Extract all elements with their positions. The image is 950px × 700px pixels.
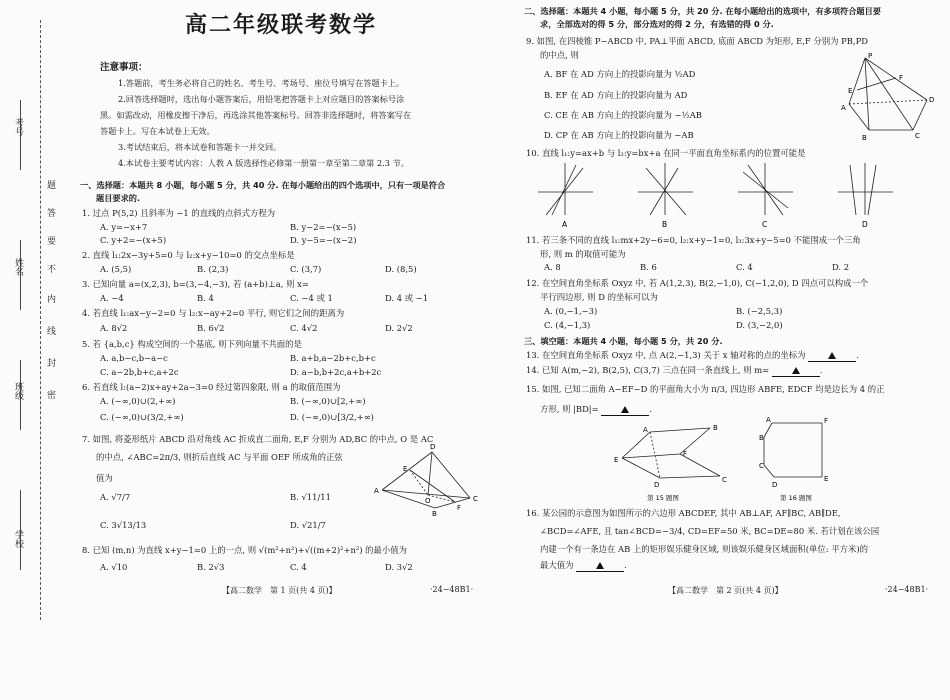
- triangle-icon: [596, 562, 604, 569]
- q7-option-a: A. √7/7: [100, 492, 131, 502]
- q7-option-d: D. √21/7: [290, 520, 326, 530]
- q9-figure: [835, 50, 935, 142]
- q9-label-a: A: [841, 104, 846, 112]
- q3-option-d: D. 4 或 −1: [385, 293, 429, 303]
- q16-stem-line3: 内建一个有一条边在 AB 上的矩形娱乐健身区域, 则该娱乐健身区域面积(单位: 平方米)的: [540, 544, 868, 554]
- q14-answer-blank: [772, 365, 820, 377]
- q6-option-d: D. (−∞,0)∪[3/2,+∞): [290, 412, 374, 422]
- q15-stem-text: 方形, 则 |BD|=: [540, 404, 599, 414]
- q4-option-d: D. 2√2: [385, 323, 413, 333]
- seal-char: 封: [45, 358, 55, 367]
- q11-option-b: B. 6: [640, 262, 657, 272]
- page-title: 高二年级联考数学: [185, 13, 378, 38]
- q7-label-f: F: [457, 504, 462, 512]
- q10-graphs: [538, 160, 928, 230]
- q3-option-b: B. 4: [197, 293, 214, 303]
- q7-stem-line3: 值为: [96, 473, 113, 483]
- q9-label-c: C: [915, 132, 920, 140]
- right-page: [490, 0, 950, 700]
- q8-option-c: C. 4: [290, 562, 307, 572]
- q5-option-b: B. a+b,a−2b+c,b+c: [290, 353, 376, 363]
- q16-label-f: F: [824, 417, 829, 425]
- q12-option-d: D. (3,−2,0): [736, 320, 783, 330]
- q11-stem-line1: 11. 若三条不同的直线 l₁:mx+2y−6=0, l₂:x+y−1=0, l₃:3x+y−5=0 不能围成一个三角: [526, 235, 861, 245]
- q7-figure: [370, 440, 485, 518]
- q16-stem-line1: 16. 某公园的示意图为如图所示的六边形 ABCDEF, 其中 AB⊥AF, AF∥BC, AB∥DE,: [526, 508, 841, 518]
- q7-label-a: A: [374, 487, 379, 495]
- q5-option-d: D. a−b,b+2c,a+b+2c: [290, 367, 382, 377]
- q4-option-c: C. 4√2: [290, 323, 318, 333]
- q7-label-c: C: [473, 495, 478, 503]
- q15-figure: [610, 420, 740, 502]
- left-page-footer: 【高二数学 第 1 页(共 4 页)】: [222, 586, 337, 595]
- triangle-icon: [621, 406, 629, 413]
- notice-line: 3.考试结束后，将本试卷和答题卡一并交回。: [118, 142, 282, 152]
- q12-option-a: A. (0,−1,−3): [544, 306, 598, 316]
- section1-heading: 一、选择题：本题共 8 小题，每小题 5 分，共 40 分. 在每小题给出的四个选项中，只有一项是符合: [80, 180, 446, 190]
- q14-stem-text: 14. 已知 A(m,−2), B(2,5), C(3,7) 三点在同一条直线上, 则 m=: [526, 365, 770, 375]
- seal-char: 答: [45, 208, 55, 217]
- q7-label-o: O: [425, 497, 431, 505]
- q9-label-p: P: [868, 52, 873, 60]
- q15-label-f: F: [683, 450, 688, 458]
- q9-label-d: D: [929, 96, 935, 104]
- q7-label-b: B: [432, 510, 437, 518]
- q10-graph-c-label: C: [762, 220, 768, 229]
- q6-option-c: C. (−∞,0)∪(3/2,+∞): [100, 412, 184, 422]
- q16-answer-blank: [576, 560, 624, 572]
- q7-stem-line1: 7. 如图, 将菱形纸片 ABCD 沿对角线 AC 折成直二面角, E,F 分别为 AD,BC 的中点, O 是 AC: [82, 434, 434, 444]
- notice-line: 1.答题前，考生务必将自己的姓名、考生号、考场号、座位号填写在答题卡上。: [118, 78, 405, 88]
- q8-option-a: A. √10: [100, 562, 128, 572]
- q15-stem-line2: 方形, 则 |BD|= .: [540, 404, 652, 414]
- q16-label-b: B: [759, 434, 764, 442]
- exam-number-label: 考号: [13, 118, 23, 136]
- q7-stem-line2: 的中点, ∠ABC=2π/3, 则折后直线 AC 与平面 OEF 所成角的正弦: [96, 452, 343, 462]
- q9-label-f: F: [899, 74, 904, 82]
- q10-graph-d-label: D: [862, 220, 868, 229]
- section2-heading-cont: 求，全部选对的得 5 分，部分选对的得 2 分，有选错的得 0 分.: [540, 19, 774, 29]
- q11-option-c: C. 4: [736, 262, 753, 272]
- q9-stem-line2: 的中点, 则: [540, 50, 579, 60]
- left-page-code: ·24−48B1·: [430, 585, 474, 594]
- q10-graph-b-label: B: [662, 220, 668, 229]
- notice-line: 4.本试卷主要考试内容：人教 A 版选择性必修第一册第一章至第二章第 2.3 节。: [118, 158, 409, 168]
- q1-option-d: D. y−5=−(x−2): [290, 235, 357, 245]
- q5-option-c: C. a−2b,b+c,a+2c: [100, 367, 179, 377]
- q6-option-b: B. (−∞,0)∪[2,+∞): [290, 396, 366, 406]
- q1-option-b: B. y−2=−(x−5): [290, 222, 357, 232]
- notice-heading: 注意事项：: [100, 62, 148, 73]
- q16-stem-line4: 最大值为 .: [540, 560, 627, 570]
- q1-stem: 1. 过点 P(5,2) 且斜率为 −1 的直线的点斜式方程为: [82, 208, 276, 218]
- q15-label-b: B: [713, 424, 718, 432]
- q5-option-a: A. a,b−c,b−a−c: [100, 353, 168, 363]
- section2-heading: 二、选择题：本题共 4 小题，每小题 5 分，共 20 分. 在每小题给出的选项中，有多项符合题目要: [524, 6, 881, 16]
- q13-answer-blank: [808, 350, 856, 362]
- q15-label-e: E: [614, 456, 619, 464]
- q13-stem-text: 13. 在空间直角坐标系 Oxyz 中, 点 A(2,−1,3) 关于 x 轴对称的点的坐标为: [526, 350, 806, 360]
- seal-char: 不: [45, 264, 55, 273]
- q16-figure: [760, 415, 850, 503]
- q16-label-e: E: [824, 475, 829, 483]
- q6-option-a: A. (−∞,0)∪(2,+∞): [100, 396, 176, 406]
- q4-option-b: B. 6√2: [197, 323, 225, 333]
- q8-option-d: D. 3√2: [385, 562, 413, 572]
- school-label: 学校: [13, 530, 23, 548]
- q15-stem-line1: 15. 如图, 已知二面角 A−EF−D 的平面角大小为 π/3, 四边形 ABFE, EDCF 均是边长为 4 的正: [526, 384, 885, 394]
- seal-char: 要: [45, 236, 55, 245]
- class-label: 班级: [13, 382, 23, 400]
- q9-label-b: B: [862, 134, 867, 142]
- seal-line: [40, 20, 41, 620]
- q8-option-b: B. 2√3: [197, 562, 225, 572]
- q3-option-a: A. −4: [100, 293, 124, 303]
- q9-label-e: E: [848, 87, 853, 95]
- q4-option-a: A. 8√2: [100, 323, 128, 333]
- q11-option-a: A. 8: [544, 262, 561, 272]
- q12-option-c: C. (4,−1,3): [544, 320, 591, 330]
- q1-option-c: C. y+2=−(x+5): [100, 235, 167, 245]
- q16-caption: 第 16 题图: [780, 494, 812, 502]
- notice-line: 答题卡上。写在本试卷上无效。: [100, 126, 215, 136]
- q12-stem-line2: 平行四边形, 则 D 的坐标可以为: [540, 292, 658, 302]
- seal-char: 题: [45, 180, 55, 189]
- q16-stem-text: 最大值为: [540, 560, 574, 570]
- q2-option-d: D. (8,5): [385, 264, 417, 274]
- right-page-footer: 【高二数学 第 2 页(共 4 页)】: [668, 586, 783, 595]
- q16-label-d: D: [772, 481, 778, 489]
- q9-stem-line1: 9. 如图, 在四棱锥 P−ABCD 中, PA⊥平面 ABCD, 底面 ABCD 为矩形, E,F 分别为 PB,PD: [526, 36, 868, 46]
- q3-option-c: C. −4 或 1: [290, 293, 333, 303]
- right-page-code: ·24−48B1·: [885, 585, 929, 594]
- q13-stem: 13. 在空间直角坐标系 Oxyz 中, 点 A(2,−1,3) 关于 x 轴对称的点的坐标为 .: [526, 350, 859, 360]
- binding-margin: [0, 0, 70, 600]
- notice-line: 黑。如需改动，用橡皮擦干净后，再选涂其他答案标号。回答非选择题时，将答案写在: [100, 110, 412, 120]
- q9-option-d: D. CP 在 AB 方向上的投影向量为 −AB: [544, 130, 694, 140]
- seal-char: 内: [45, 294, 55, 303]
- q2-stem: 2. 直线 l₁:2x−3y+5=0 与 l₂:x+y−10=0 的交点坐标是: [82, 250, 295, 260]
- q10-stem: 10. 直线 l₁:y=ax+b 与 l₂:y=bx+a 在同一平面直角坐标系内的位置可能是: [526, 148, 806, 158]
- q3-stem: 3. 已知向量 a=(x,2,3), b=(3,−4,−3), 若 (a+b)⊥a, 则 x=: [82, 279, 309, 289]
- q15-answer-blank: [601, 404, 649, 416]
- q15-label-d: D: [654, 481, 660, 489]
- q14-stem: 14. 已知 A(m,−2), B(2,5), C(3,7) 三点在同一条直线上, 则 m= .: [526, 365, 823, 375]
- q7-option-b: B. √11/11: [290, 492, 331, 502]
- q15-caption: 第 15 题图: [647, 494, 679, 502]
- q9-option-a: A. BF 在 AD 方向上的投影向量为 ½AD: [544, 69, 696, 79]
- q11-stem-line2: 形, 则 m 的取值可能为: [540, 249, 626, 259]
- q6-stem: 6. 若直线 l:(a−2)x+ay+2a−3=0 经过第四象限, 则 a 的取值范围为: [82, 382, 341, 392]
- q7-label-d: D: [430, 443, 436, 451]
- q9-option-c: C. CE 在 AB 方向上的投影向量为 −½AB: [544, 110, 702, 120]
- name-label: 姓名: [13, 258, 23, 276]
- q11-option-d: D. 2: [832, 262, 850, 272]
- q16-stem-line2: ∠BCD=∠AFE, 且 tan∠BCD=−3/4, CD=EF=50 米, BC=DE=80 米. 若计划在该公园: [540, 526, 880, 536]
- notice-line: 2.回答选择题时，选出每小题答案后，用铅笔把答题卡上对应题目的答案标号涂: [118, 94, 405, 104]
- q16-label-c: C: [759, 462, 764, 470]
- seal-char: 密: [45, 390, 55, 399]
- q9-option-b: B. EF 在 AD 方向上的投影向量为 AD: [544, 90, 688, 100]
- section1-heading-cont: 题目要求的.: [96, 193, 141, 203]
- q16-label-a: A: [766, 416, 771, 424]
- triangle-icon: [828, 352, 836, 359]
- section3-heading: 三、填空题：本题共 4 小题，每小题 5 分，共 20 分.: [524, 336, 723, 346]
- q5-stem: 5. 若 {a,b,c} 构成空间的一个基底, 则下列向量不共面的是: [82, 339, 302, 349]
- q2-option-c: C. (3,7): [290, 264, 322, 274]
- q2-option-a: A. (5,5): [100, 264, 132, 274]
- q1-option-a: A. y=−x+7: [100, 222, 148, 232]
- q12-option-b: B. (−2,5,3): [736, 306, 783, 316]
- q8-stem: 8. 已知 (m,n) 为直线 x+y−1=0 上的一点, 则 √(m²+n²)+√((m+2)²+n²) 的最小值为: [82, 545, 408, 555]
- q15-label-a: A: [643, 426, 648, 434]
- seal-char: 线: [45, 326, 55, 335]
- q15-label-c: C: [722, 476, 727, 484]
- q10-graph-a-label: A: [562, 220, 568, 229]
- q4-stem: 4. 若直线 l₁:ax−y−2=0 与 l₂:x−ay+2=0 平行, 则它们之间的距离为: [82, 308, 345, 318]
- q7-label-e: E: [403, 465, 408, 473]
- q2-option-b: B. (2,3): [197, 264, 229, 274]
- triangle-icon: [792, 367, 800, 374]
- q7-option-c: C. 3√13/13: [100, 520, 147, 530]
- q12-stem-line1: 12. 在空间直角坐标系 Oxyz 中, 若 A(1,2,3), B(2,−1,0), C(−1,2,0), D 四点可以构成一个: [526, 278, 869, 288]
